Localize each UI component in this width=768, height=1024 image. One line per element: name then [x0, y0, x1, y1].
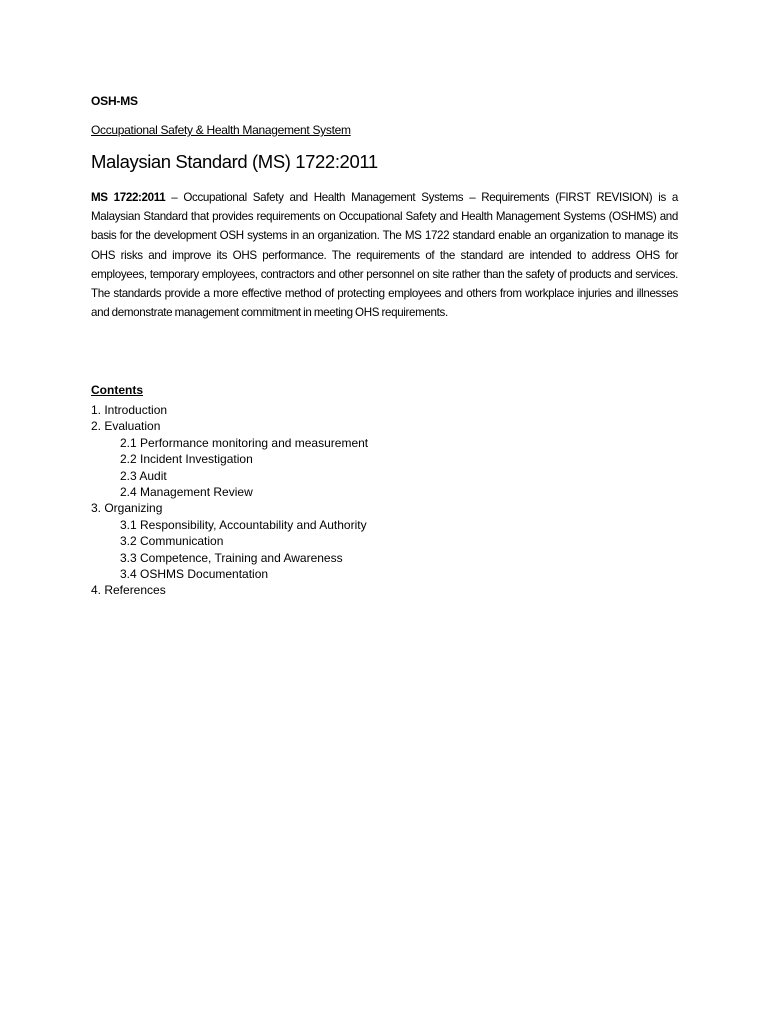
contents-item: 3.3 Competence, Training and Awareness — [120, 550, 343, 565]
contents-item: 2.3 Audit — [120, 468, 167, 483]
contents-item: 3.2 Communication — [120, 534, 224, 549]
contents-heading: Contents — [91, 383, 143, 397]
document-label: OSH-MS — [91, 94, 138, 108]
contents-item: 1. Introduction — [91, 403, 168, 417]
contents-item: 2. Evaluation — [91, 419, 161, 434]
contents-item: 3.1 Responsibility, Accountability and Authority — [120, 517, 367, 532]
intro-paragraph — [91, 188, 678, 322]
contents-item: 2.2 Incident Investigation — [120, 452, 253, 467]
contents-item: 2.4 Management Review — [120, 485, 253, 500]
contents-item: 3. Organizing — [91, 501, 163, 516]
contents-item: 4. References — [91, 583, 166, 598]
paragraph-lead: MS 1722:2011 — [91, 191, 166, 204]
paragraph-body: – Occupational Safety and Health Management Systems – Requirements (FIRST REVISION) is a Malaysian Standard that provides requirements on Occupational Safety and Health Management Systems (OSHMS) and basis for the development OSH systems in an organization. The MS 1722 standard enable an organization to manage its OHS risks and improve its OHS performance. The requirements of the standard are intended to address OHS for employees, temporary employees, contractors and other personnel on site rather than the safety of products and services. The standards provide a more effective method of protecting employees and others from workplace injuries and illnesses and demonstrate management commitment in meeting OHS requirements. — [91, 191, 678, 320]
document-title: Malaysian Standard (MS) 1722:2011 — [91, 151, 378, 172]
contents-item: 2.1 Performance monitoring and measurement — [120, 435, 369, 450]
contents-list — [91, 402, 368, 599]
document-subtitle: Occupational Safety & Health Management System — [91, 123, 351, 137]
contents-item: 3.4 OSHMS Documentation — [120, 567, 269, 582]
